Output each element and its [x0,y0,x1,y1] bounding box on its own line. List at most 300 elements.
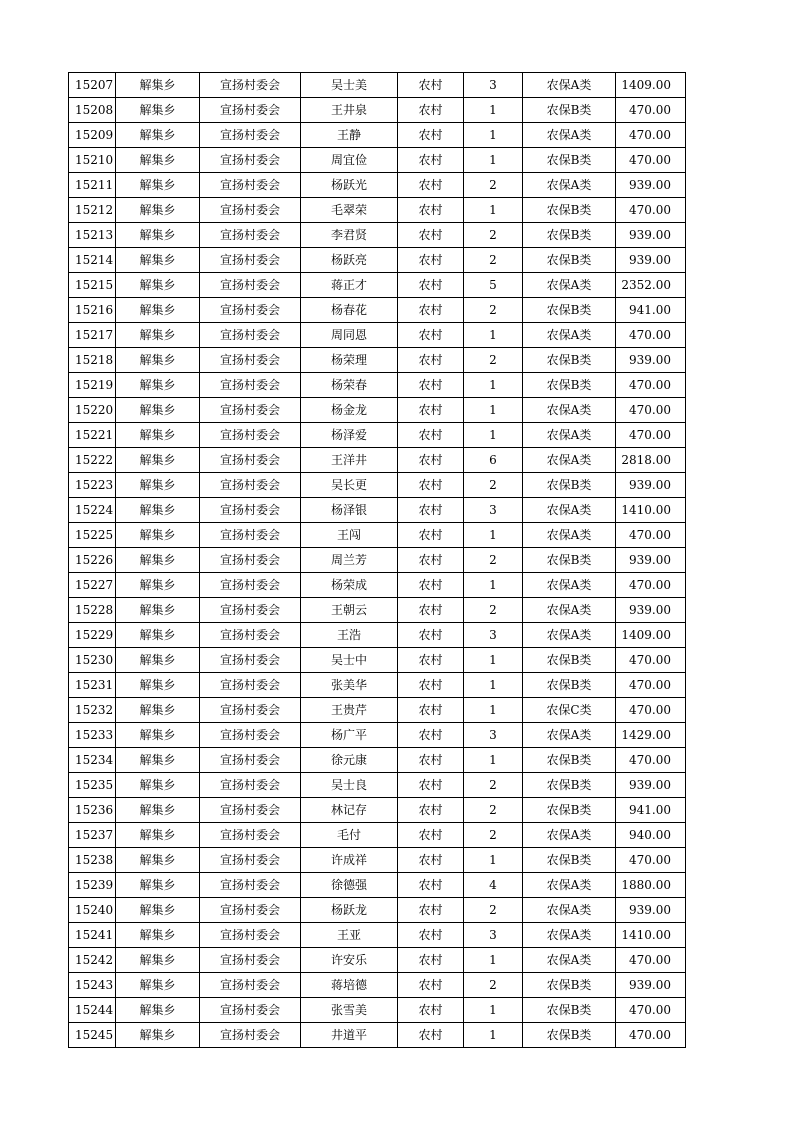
household-type-cell: 农村 [398,423,464,448]
village-committee-cell: 宣扬村委会 [200,748,301,773]
table-row [69,948,686,973]
category-cell: 农保A类 [523,573,616,598]
household-type-cell: 农村 [398,923,464,948]
category-cell: 农保B类 [523,973,616,998]
household-type-cell: 农村 [398,973,464,998]
amount-cell: 1410.00 [616,498,686,523]
member-count-cell: 1 [464,848,523,873]
amount-cell: 1429.00 [616,723,686,748]
amount-cell: 1880.00 [616,873,686,898]
category-cell: 农保A类 [523,173,616,198]
category-cell: 农保B类 [523,148,616,173]
household-type-cell: 农村 [398,848,464,873]
name-cell: 王浩 [301,623,398,648]
record-id-cell: 15220 [69,398,116,423]
village-committee-cell: 宣扬村委会 [200,973,301,998]
record-id-cell: 15225 [69,523,116,548]
table-row [69,623,686,648]
name-cell: 王井泉 [301,98,398,123]
amount-cell: 1409.00 [616,73,686,98]
household-type-cell: 农村 [398,898,464,923]
member-count-cell: 1 [464,373,523,398]
table-row [69,323,686,348]
township-cell: 解集乡 [116,448,200,473]
village-committee-cell: 宣扬村委会 [200,498,301,523]
record-id-cell: 15233 [69,723,116,748]
member-count-cell: 2 [464,973,523,998]
table-body [69,73,686,1048]
member-count-cell: 2 [464,898,523,923]
township-cell: 解集乡 [116,498,200,523]
name-cell: 许安乐 [301,948,398,973]
member-count-cell: 1 [464,198,523,223]
township-cell: 解集乡 [116,898,200,923]
category-cell: 农保A类 [523,323,616,348]
name-cell: 徐元康 [301,748,398,773]
township-cell: 解集乡 [116,673,200,698]
member-count-cell: 2 [464,223,523,248]
amount-cell: 1409.00 [616,623,686,648]
household-type-cell: 农村 [398,748,464,773]
name-cell: 杨荣成 [301,573,398,598]
table-row [69,348,686,373]
category-cell: 农保B类 [523,648,616,673]
township-cell: 解集乡 [116,423,200,448]
record-id-cell: 15218 [69,348,116,373]
category-cell: 农保A类 [523,873,616,898]
household-type-cell: 农村 [398,873,464,898]
table-row [69,848,686,873]
category-cell: 农保B类 [523,98,616,123]
household-type-cell: 农村 [398,123,464,148]
category-cell: 农保B类 [523,998,616,1023]
village-committee-cell: 宣扬村委会 [200,923,301,948]
category-cell: 农保B类 [523,348,616,373]
township-cell: 解集乡 [116,973,200,998]
name-cell: 杨春花 [301,298,398,323]
table-row [69,1023,686,1048]
village-committee-cell: 宣扬村委会 [200,473,301,498]
village-committee-cell: 宣扬村委会 [200,223,301,248]
household-type-cell: 农村 [398,248,464,273]
name-cell: 徐德强 [301,873,398,898]
amount-cell: 939.00 [616,348,686,373]
category-cell: 农保B类 [523,673,616,698]
category-cell: 农保A类 [523,73,616,98]
household-type-cell: 农村 [398,223,464,248]
village-committee-cell: 宣扬村委会 [200,198,301,223]
member-count-cell: 1 [464,748,523,773]
household-type-cell: 农村 [398,648,464,673]
township-cell: 解集乡 [116,698,200,723]
township-cell: 解集乡 [116,223,200,248]
amount-cell: 470.00 [616,1023,686,1048]
table-row [69,423,686,448]
household-type-cell: 农村 [398,148,464,173]
record-id-cell: 15237 [69,823,116,848]
amount-cell: 470.00 [616,373,686,398]
member-count-cell: 2 [464,598,523,623]
village-committee-cell: 宣扬村委会 [200,1023,301,1048]
table-row [69,698,686,723]
township-cell: 解集乡 [116,273,200,298]
record-id-cell: 15230 [69,648,116,673]
amount-cell: 470.00 [616,98,686,123]
record-id-cell: 15219 [69,373,116,398]
name-cell: 蒋正才 [301,273,398,298]
township-cell: 解集乡 [116,198,200,223]
name-cell: 吴士美 [301,73,398,98]
amount-cell: 470.00 [616,423,686,448]
member-count-cell: 3 [464,623,523,648]
township-cell: 解集乡 [116,948,200,973]
member-count-cell: 1 [464,398,523,423]
name-cell: 杨跃光 [301,173,398,198]
household-type-cell: 农村 [398,798,464,823]
household-type-cell: 农村 [398,773,464,798]
record-id-cell: 15239 [69,873,116,898]
member-count-cell: 2 [464,173,523,198]
table-row [69,748,686,773]
category-cell: 农保A类 [523,423,616,448]
name-cell: 杨泽爱 [301,423,398,448]
village-committee-cell: 宣扬村委会 [200,823,301,848]
household-type-cell: 农村 [398,373,464,398]
table-row [69,773,686,798]
record-id-cell: 15208 [69,98,116,123]
household-type-cell: 农村 [398,1023,464,1048]
category-cell: 农保A类 [523,623,616,648]
amount-cell: 470.00 [616,573,686,598]
household-type-cell: 农村 [398,998,464,1023]
township-cell: 解集乡 [116,173,200,198]
name-cell: 吴长更 [301,473,398,498]
category-cell: 农保B类 [523,748,616,773]
member-count-cell: 3 [464,498,523,523]
category-cell: 农保B类 [523,798,616,823]
name-cell: 杨跃亮 [301,248,398,273]
category-cell: 农保A类 [523,123,616,148]
amount-cell: 939.00 [616,173,686,198]
member-count-cell: 3 [464,723,523,748]
record-id-cell: 15226 [69,548,116,573]
amount-cell: 941.00 [616,798,686,823]
name-cell: 张雪美 [301,998,398,1023]
table-row [69,823,686,848]
table-row [69,448,686,473]
table-row [69,973,686,998]
record-id-cell: 15235 [69,773,116,798]
household-type-cell: 农村 [398,673,464,698]
township-cell: 解集乡 [116,323,200,348]
village-committee-cell: 宣扬村委会 [200,423,301,448]
category-cell: 农保A类 [523,598,616,623]
record-id-cell: 15242 [69,948,116,973]
table-row [69,373,686,398]
category-cell: 农保A类 [523,723,616,748]
record-id-cell: 15213 [69,223,116,248]
amount-cell: 470.00 [616,748,686,773]
household-type-cell: 农村 [398,723,464,748]
table-row [69,148,686,173]
village-committee-cell: 宣扬村委会 [200,698,301,723]
household-type-cell: 农村 [398,448,464,473]
record-id-cell: 15214 [69,248,116,273]
table-row [69,873,686,898]
record-id-cell: 15227 [69,573,116,598]
member-count-cell: 1 [464,573,523,598]
name-cell: 毛翠荣 [301,198,398,223]
amount-cell: 939.00 [616,598,686,623]
village-committee-cell: 宣扬村委会 [200,948,301,973]
record-id-cell: 15222 [69,448,116,473]
record-id-cell: 15243 [69,973,116,998]
village-committee-cell: 宣扬村委会 [200,598,301,623]
household-type-cell: 农村 [398,73,464,98]
amount-cell: 470.00 [616,523,686,548]
member-count-cell: 3 [464,73,523,98]
record-id-cell: 15210 [69,148,116,173]
township-cell: 解集乡 [116,348,200,373]
name-cell: 许成祥 [301,848,398,873]
member-count-cell: 1 [464,698,523,723]
table-row [69,73,686,98]
record-id-cell: 15241 [69,923,116,948]
table-row [69,198,686,223]
household-type-cell: 农村 [398,398,464,423]
amount-cell: 939.00 [616,548,686,573]
township-cell: 解集乡 [116,873,200,898]
village-committee-cell: 宣扬村委会 [200,98,301,123]
township-cell: 解集乡 [116,98,200,123]
amount-cell: 470.00 [616,323,686,348]
village-committee-cell: 宣扬村委会 [200,648,301,673]
member-count-cell: 1 [464,648,523,673]
table-row [69,648,686,673]
category-cell: 农保A类 [523,273,616,298]
amount-cell: 939.00 [616,223,686,248]
amount-cell: 939.00 [616,973,686,998]
member-count-cell: 2 [464,798,523,823]
amount-cell: 470.00 [616,948,686,973]
category-cell: 农保C类 [523,698,616,723]
record-id-cell: 15216 [69,298,116,323]
table-row [69,273,686,298]
name-cell: 毛付 [301,823,398,848]
township-cell: 解集乡 [116,723,200,748]
household-type-cell: 农村 [398,523,464,548]
table-row [69,998,686,1023]
village-committee-cell: 宣扬村委会 [200,848,301,873]
table-row [69,548,686,573]
township-cell: 解集乡 [116,73,200,98]
household-type-cell: 农村 [398,348,464,373]
village-committee-cell: 宣扬村委会 [200,448,301,473]
table-row [69,123,686,148]
table-row [69,723,686,748]
record-id-cell: 15223 [69,473,116,498]
name-cell: 杨荣春 [301,373,398,398]
name-cell: 杨泽银 [301,498,398,523]
household-type-cell: 农村 [398,573,464,598]
category-cell: 农保A类 [523,523,616,548]
township-cell: 解集乡 [116,298,200,323]
amount-cell: 939.00 [616,248,686,273]
category-cell: 农保B类 [523,1023,616,1048]
village-committee-cell: 宣扬村委会 [200,898,301,923]
village-committee-cell: 宣扬村委会 [200,773,301,798]
name-cell: 蒋培德 [301,973,398,998]
amount-cell: 939.00 [616,898,686,923]
name-cell: 杨跃龙 [301,898,398,923]
table-row [69,498,686,523]
village-committee-cell: 宣扬村委会 [200,623,301,648]
table-row [69,573,686,598]
table-row [69,898,686,923]
amount-cell: 470.00 [616,673,686,698]
member-count-cell: 2 [464,473,523,498]
record-id-cell: 15217 [69,323,116,348]
name-cell: 周同恩 [301,323,398,348]
name-cell: 林记存 [301,798,398,823]
member-count-cell: 6 [464,448,523,473]
member-count-cell: 1 [464,148,523,173]
township-cell: 解集乡 [116,798,200,823]
member-count-cell: 2 [464,348,523,373]
record-id-cell: 15224 [69,498,116,523]
village-committee-cell: 宣扬村委会 [200,348,301,373]
category-cell: 农保A类 [523,398,616,423]
member-count-cell: 1 [464,1023,523,1048]
member-count-cell: 2 [464,548,523,573]
household-type-cell: 农村 [398,273,464,298]
record-id-cell: 15229 [69,623,116,648]
household-type-cell: 农村 [398,323,464,348]
amount-cell: 941.00 [616,298,686,323]
village-committee-cell: 宣扬村委会 [200,123,301,148]
village-committee-cell: 宣扬村委会 [200,798,301,823]
township-cell: 解集乡 [116,473,200,498]
village-committee-cell: 宣扬村委会 [200,273,301,298]
household-type-cell: 农村 [398,473,464,498]
record-id-cell: 15238 [69,848,116,873]
amount-cell: 470.00 [616,198,686,223]
table-row [69,923,686,948]
household-type-cell: 农村 [398,98,464,123]
member-count-cell: 1 [464,423,523,448]
township-cell: 解集乡 [116,123,200,148]
township-cell: 解集乡 [116,823,200,848]
category-cell: 农保B类 [523,298,616,323]
township-cell: 解集乡 [116,773,200,798]
village-committee-cell: 宣扬村委会 [200,673,301,698]
village-committee-cell: 宣扬村委会 [200,573,301,598]
amount-cell: 470.00 [616,148,686,173]
record-id-cell: 15209 [69,123,116,148]
township-cell: 解集乡 [116,998,200,1023]
household-type-cell: 农村 [398,198,464,223]
category-cell: 农保B类 [523,848,616,873]
member-count-cell: 3 [464,923,523,948]
category-cell: 农保B类 [523,248,616,273]
amount-cell: 470.00 [616,648,686,673]
category-cell: 农保B类 [523,773,616,798]
name-cell: 杨荣理 [301,348,398,373]
name-cell: 周宜俭 [301,148,398,173]
member-count-cell: 1 [464,998,523,1023]
village-committee-cell: 宣扬村委会 [200,373,301,398]
table-row [69,398,686,423]
record-id-cell: 15244 [69,998,116,1023]
township-cell: 解集乡 [116,548,200,573]
name-cell: 吴士中 [301,648,398,673]
village-committee-cell: 宣扬村委会 [200,148,301,173]
member-count-cell: 2 [464,298,523,323]
township-cell: 解集乡 [116,523,200,548]
township-cell: 解集乡 [116,573,200,598]
record-id-cell: 15228 [69,598,116,623]
household-type-cell: 农村 [398,948,464,973]
table-row [69,98,686,123]
household-type-cell: 农村 [398,548,464,573]
name-cell: 李君贤 [301,223,398,248]
table-row [69,473,686,498]
category-cell: 农保B类 [523,548,616,573]
member-count-cell: 2 [464,773,523,798]
table-row [69,598,686,623]
category-cell: 农保B类 [523,223,616,248]
amount-cell: 1410.00 [616,923,686,948]
household-type-cell: 农村 [398,823,464,848]
amount-cell: 2818.00 [616,448,686,473]
record-id-cell: 15215 [69,273,116,298]
table-row [69,223,686,248]
amount-cell: 470.00 [616,998,686,1023]
amount-cell: 939.00 [616,473,686,498]
name-cell: 王洋井 [301,448,398,473]
village-committee-cell: 宣扬村委会 [200,323,301,348]
record-id-cell: 15236 [69,798,116,823]
member-count-cell: 2 [464,248,523,273]
record-id-cell: 15234 [69,748,116,773]
township-cell: 解集乡 [116,248,200,273]
table-row [69,523,686,548]
category-cell: 农保B类 [523,373,616,398]
record-id-cell: 15245 [69,1023,116,1048]
record-id-cell: 15232 [69,698,116,723]
category-cell: 农保A类 [523,923,616,948]
member-count-cell: 5 [464,273,523,298]
village-committee-cell: 宣扬村委会 [200,73,301,98]
amount-cell: 2352.00 [616,273,686,298]
village-committee-cell: 宣扬村委会 [200,523,301,548]
village-committee-cell: 宣扬村委会 [200,248,301,273]
household-type-cell: 农村 [398,173,464,198]
household-type-cell: 农村 [398,623,464,648]
member-count-cell: 1 [464,123,523,148]
record-id-cell: 15240 [69,898,116,923]
category-cell: 农保B类 [523,473,616,498]
name-cell: 王静 [301,123,398,148]
member-count-cell: 1 [464,98,523,123]
table-row [69,173,686,198]
household-type-cell: 农村 [398,498,464,523]
village-committee-cell: 宣扬村委会 [200,398,301,423]
household-type-cell: 农村 [398,598,464,623]
name-cell: 王朝云 [301,598,398,623]
member-count-cell: 1 [464,673,523,698]
township-cell: 解集乡 [116,398,200,423]
